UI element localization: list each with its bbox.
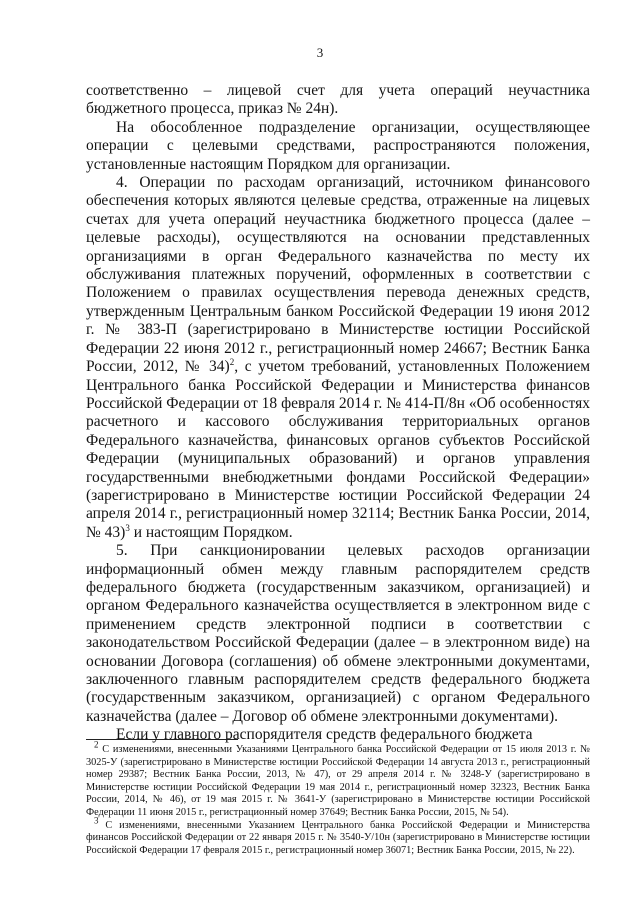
footnote-2-mark: 2 (94, 739, 99, 750)
footnotes (86, 739, 590, 857)
footnote-3-mark: 3 (94, 815, 99, 826)
item-4-text-part-3: и настоящим Порядком. (129, 523, 293, 541)
footnote-divider (86, 739, 238, 740)
footnote-2 (86, 739, 590, 820)
item-4-text-part-1: 4. Операции по расходам организаций, источником финансового обеспечения которых являются целевые средства, отраженные на лицевых счетах для учета операций неучастника бюджетного процесса (далее – целевые расходы), осуществляются на основании представленных организациями в орган Федерального казначейства по месту их обслуживания платежных поручений, оформленных в соответствии с Положением о правилах осуществления перевода денежных средств, утвержденным Центральным банком Российской Федерации 19 июня 2012 г. № 383-П (зарегистрировано в Министерстве юстиции Российской Федерации 22 июня 2012 г., регистрационный номер 24667; Вестник Банка России, 2012, № 34) (86, 174, 590, 376)
document-body (86, 82, 590, 745)
item-4-text-part-2: , с учетом требований, установленных Положением Центрального банка Российской Федерации и Министерства финансов Российской Федерации от 18 февраля 2014 г. № 414-П/8н «Об особенностях расчетного и кассового обслуживания территориальных органов Федерального казначейства, финансовых органов субъектов Российской Федерации (муниципальных образований) и органов управления государственными внебюджетными фондами Российской Федерации» (зарегистрировано в Министерстве юстиции Российской Федерации 24 апреля 2014 г., регистрационный номер 32114; Вестник Банка России, 2014, № 43) (86, 358, 591, 541)
paragraph-item-4 (86, 174, 590, 542)
footnote-2-text: С изменениями, внесенными Указаниями Центрального банка Российской Федерации от 15 июля 2013 г. № 3025-У (зарегистрировано в Министерстве юстиции Российской Федерации 14 августа 2013 г., регистрационный номер 29387; Вестник Банка России, 2013, № 47), от 29 апреля 2014 г. № 3248-У (зарегистрировано в Министерстве юстиции Российской Федерации 19 мая 2014 г., регистрационный номер 32323, Вестник Банка России, 2014, № 46), от 19 мая 2015 г. № 3641-У (зарегистрировано в Министерстве юстиции Российской Федерации 11 июня 2015 г., регистрационный номер 37649; Вестник Банка России, 2015, № 54). (86, 744, 590, 818)
paragraph-subdivision: На обособленное подразделение организации, осуществляющее операции с целевыми средствами, распространяются положения, установленные настоящим Порядком для организации. (86, 118, 590, 173)
footnote-ref-3: 3 (125, 522, 130, 533)
page-number: 3 (316, 45, 324, 60)
paragraph-trailing: Если у главного распорядителя средств федерального бюджета (116, 726, 533, 744)
footnote-3-text: С изменениями, внесенными Указанием Центрального банка Российской Федерации и Министерства финансов Российской Федерации от 22 января 2015 г. № 3540-У/10н (зарегистрировано в Министерстве юстиции Российской Федерации 17 февраля 2015 г., регистрационный номер 36071; Вестник Банка России, 2015, № 22). (86, 819, 590, 856)
paragraph-item-5: 5. При санкционировании целевых расходов организации информационный обмен между главным распорядителем средств федерального бюджета (государственным заказчиком, организацией) и органом Федерального казначейства осуществляется в электронном виде с применением средств электронной подписи в соответствии с законодательством Российской Федерации (далее – в электронном виде) на основании Договора (соглашения) об обмене электронными документами, заключенного главным распорядителем средств федерального бюджета (государственным заказчиком, организацией) с органом Федерального казначейства (далее – Договор об обмене электронными документами). (86, 542, 590, 725)
paragraph-continuation: соответственно – лицевой счет для учета операций неучастника бюджетного процесса, приказ № 24н). (86, 82, 590, 118)
footnote-ref-2: 2 (229, 356, 235, 367)
footnote-3 (86, 815, 590, 858)
